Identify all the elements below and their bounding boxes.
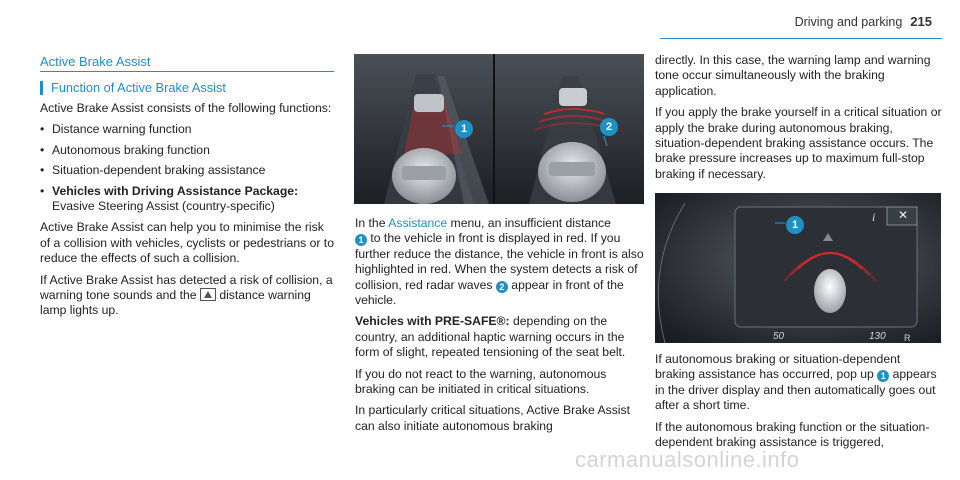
paragraph (40, 273, 336, 319)
paragraph-text: appears in the driver display and then automatically goes out after a short time. (655, 367, 937, 413)
section-title: Active Brake Assist (40, 54, 151, 69)
paragraph (355, 216, 647, 308)
list-item: • Situation-dependent braking assistance (40, 163, 336, 178)
intro-paragraph: Active Brake Assist consists of the following functions: (40, 101, 332, 115)
paragraph-text: depending on the country, an additional haptic warning occurs in the form of slight, repeated tensioning of the seat belt. (355, 314, 626, 360)
column-2-body (355, 216, 647, 440)
paragraph-text: If Active Brake Assist has detected a risk of collision, a warning tone sounds and the (40, 272, 333, 303)
callout-1-marker: 1 (877, 370, 889, 382)
callout-1-marker: 1 (355, 234, 367, 246)
callout-2-marker: 2 (496, 281, 508, 293)
running-head-section: Driving and parking (794, 15, 903, 29)
list-item: • Autonomous braking function (40, 143, 336, 158)
driver-display-figure (655, 193, 941, 343)
page-number: 215 (910, 14, 932, 29)
distance-warning-figure (354, 54, 644, 204)
paragraph-text: to the vehicle in front is displayed in red. If you further reduce the distance, the vehicle in front is also highlighted in red. When the system detects a risk of collision, red radar waves (355, 231, 644, 292)
speed-mark-50: 50 (773, 331, 785, 342)
function-list (40, 122, 336, 214)
subsection-title-text: Function of Active Brake Assist (51, 80, 226, 95)
paragraph: If you do not react to the warning, autonomous braking can be initiated in critical situations. (355, 366, 607, 397)
callout-2-marker: 2 (600, 118, 618, 136)
paragraph-text: If autonomous braking or situation-dependent braking assistance has occurred, pop up (655, 352, 901, 382)
section-title-rule (40, 71, 334, 72)
speed-mark-130: 130 (869, 331, 886, 342)
paragraph: Active Brake Assist can help you to minimise the risk of a collision with vehicles, cyclists or pedestrians or to reduce the effects of such a collision. (40, 220, 334, 266)
paragraph: If the autonomous braking function or the situation-dependent braking assistance is triggered, (655, 419, 930, 450)
column-3-bottom (655, 352, 943, 456)
list-item-bold: Vehicles with Driving Assistance Package: (52, 183, 299, 198)
assistance-menu-link: Assistance (388, 216, 448, 230)
running-head-rule (660, 38, 942, 39)
column-1-body (40, 101, 336, 325)
distance-warning-lamp-icon (200, 288, 216, 301)
running-head (795, 14, 932, 30)
callout-1-marker: 1 (786, 216, 804, 234)
paragraph: directly. In this case, the warning lamp and warning tone occur simultaneously with the braking application. (655, 53, 931, 98)
watermark: carmanualsonline.info (575, 447, 800, 472)
paragraph: In particularly critical situations, Active Brake Assist can also initiate autonomous braking (355, 403, 630, 433)
column-3-top (655, 53, 943, 188)
paragraph-text: appear in front of the vehicle. (355, 277, 624, 308)
paragraph (355, 314, 647, 360)
paragraph-text: distance warning lamp lights up. (40, 288, 311, 318)
paragraph-text: In the (355, 216, 389, 230)
subsection-title (40, 80, 226, 95)
paragraph-bold: Vehicles with PRE-SAFE®: (355, 314, 510, 329)
list-item (40, 184, 336, 215)
paragraph (655, 352, 943, 414)
list-item: • Distance warning function (40, 122, 336, 137)
paragraph-text: menu, an insufficient distance (447, 216, 611, 230)
gear-indicator: R (904, 333, 911, 343)
list-item-rest: Evasive Steering Assist (country-specific) (52, 199, 275, 214)
paragraph: If you apply the brake yourself in a critical situation or apply the brake during autonomous braking, situation-dependent braking assistance occurs. The brake pressure increases up to maximum full-stop braking if necessary. (655, 105, 942, 181)
info-icon[interactable]: i (872, 210, 876, 224)
subsection-marker (40, 81, 43, 95)
callout-1-marker: 1 (455, 120, 473, 138)
close-icon[interactable]: ✕ (898, 208, 909, 222)
